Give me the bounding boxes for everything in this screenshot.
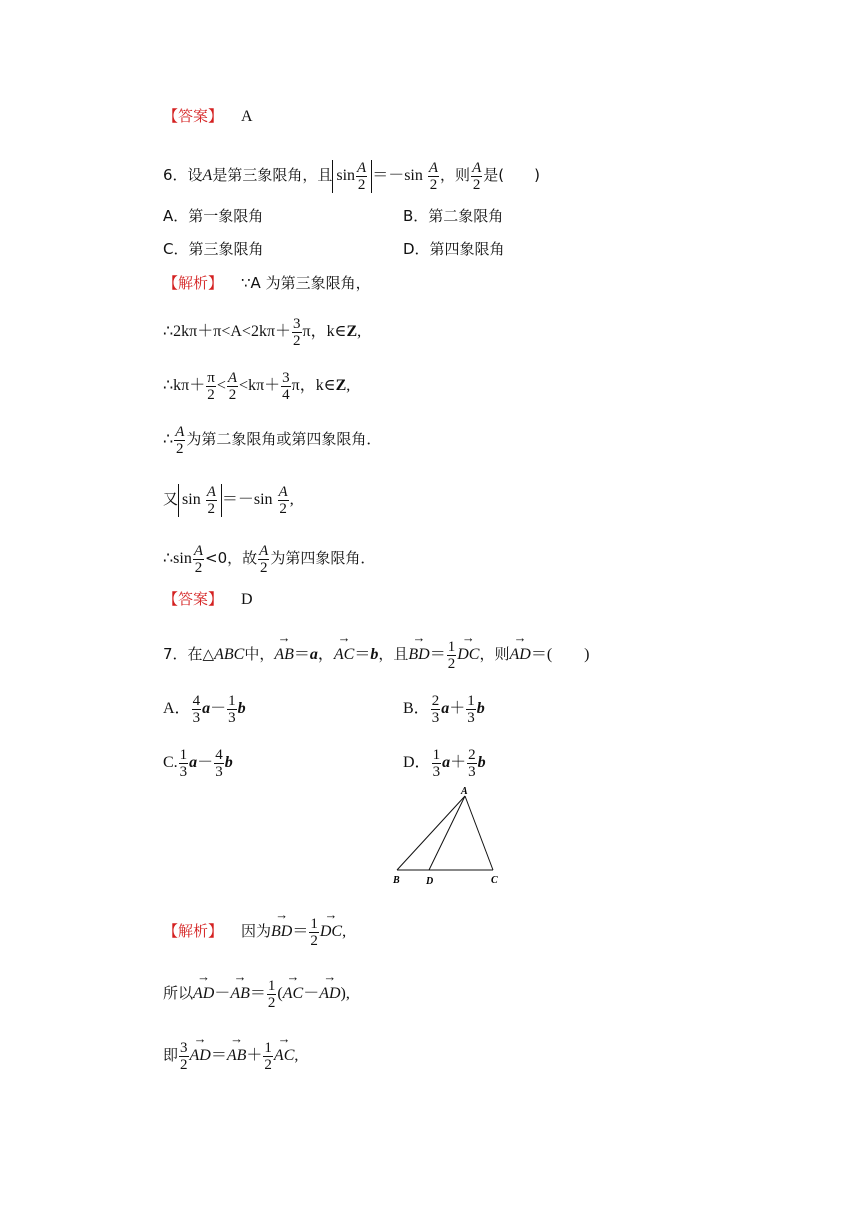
answer-line-5 bbox=[163, 106, 253, 127]
q6-option-c[interactable]: C．第三象限角 bbox=[163, 240, 264, 258]
question-7: 7．在△ABC中，→ AB＝a，→ AC＝b，且→ BD＝ $\frac{1}{2}$ → DC，则→ AD＝( ) bbox=[163, 639, 589, 672]
q7-option-b[interactable]: B． $\frac{2}{3}$ a＋ $\frac{1}{3}$ b bbox=[403, 693, 485, 726]
answer-tag: 【答案】 bbox=[163, 107, 224, 125]
q7-solution-2: 所以→ AD－→ AB＝ $\frac{1}{2}$ (→ AC－→ AD), bbox=[163, 978, 350, 1011]
q6-option-b[interactable]: B．第二象限角 bbox=[403, 207, 504, 225]
label-b: B bbox=[393, 875, 400, 886]
q7-option-d[interactable]: D． $\frac{1}{3}$ a＋ $\frac{2}{3}$ b bbox=[403, 747, 486, 780]
label-d: D bbox=[426, 876, 434, 887]
side-ac bbox=[465, 796, 493, 870]
answer-value: D bbox=[241, 591, 253, 608]
abs-value: sin $\frac{A}{2}$ bbox=[332, 160, 372, 193]
q6-solution-1: 【解析】 ∵A 为第三象限角， bbox=[163, 274, 371, 292]
q6-option-d[interactable]: D．第四象限角 bbox=[403, 240, 505, 258]
segment-ad bbox=[429, 796, 465, 870]
answer-tag: 【答案】 bbox=[163, 590, 224, 608]
q6-option-a[interactable]: A．第一象限角 bbox=[163, 207, 264, 225]
question-6: 6．设A是第三象限角，且 sin $\frac{A}{2}$ ＝－sin $\frac{A}{2}$ ，则 $\frac{A}{2}$ 是( ) bbox=[163, 160, 540, 193]
analysis-tag: 【解析】 bbox=[163, 274, 224, 292]
q6-solution-4: ∴ $\frac{A}{2}$ 为第二象限角或第四象限角． bbox=[163, 424, 382, 457]
q6-solution-6: ∴sin $\frac{A}{2}$ <0，故 $\frac{A}{2}$ 为第四象限角． bbox=[163, 543, 376, 576]
q7-solution-1: 【解析】 因为→ BD＝ $\frac{1}{2}$ → DC, bbox=[163, 916, 346, 949]
q6-solution-3: ∴kπ＋ $\frac{\pi}{2}$ < $\frac{A}{2}$ <kπ＋ $\frac{3}{4}$ π，k∈Z, bbox=[163, 370, 351, 403]
q6-solution-2: ∴2kπ＋π<A<2kπ＋ $\frac{3}{2}$ π，k∈Z, bbox=[163, 316, 362, 349]
q7-solution-3: 即 $\frac{3}{2}$ → AD＝→ AB＋ $\frac{1}{2}$ → AC, bbox=[163, 1040, 298, 1073]
q6-solution-5: 又 sin $\frac{A}{2}$ ＝－sin $\frac{A}{2}$ , bbox=[163, 484, 294, 517]
q7-option-c[interactable]: C. $\frac{1}{3}$ a－ $\frac{4}{3}$ b bbox=[163, 747, 233, 780]
label-c: C bbox=[491, 875, 498, 886]
side-ab bbox=[397, 796, 465, 870]
triangle-figure bbox=[385, 785, 510, 890]
answer-line-6 bbox=[163, 589, 253, 610]
answer-value: A bbox=[241, 108, 253, 125]
q7-option-a[interactable]: A． $\frac{4}{3}$ a－ $\frac{1}{3}$ b bbox=[163, 693, 246, 726]
label-a: A bbox=[461, 786, 468, 797]
analysis-tag: 【解析】 bbox=[163, 922, 224, 941]
